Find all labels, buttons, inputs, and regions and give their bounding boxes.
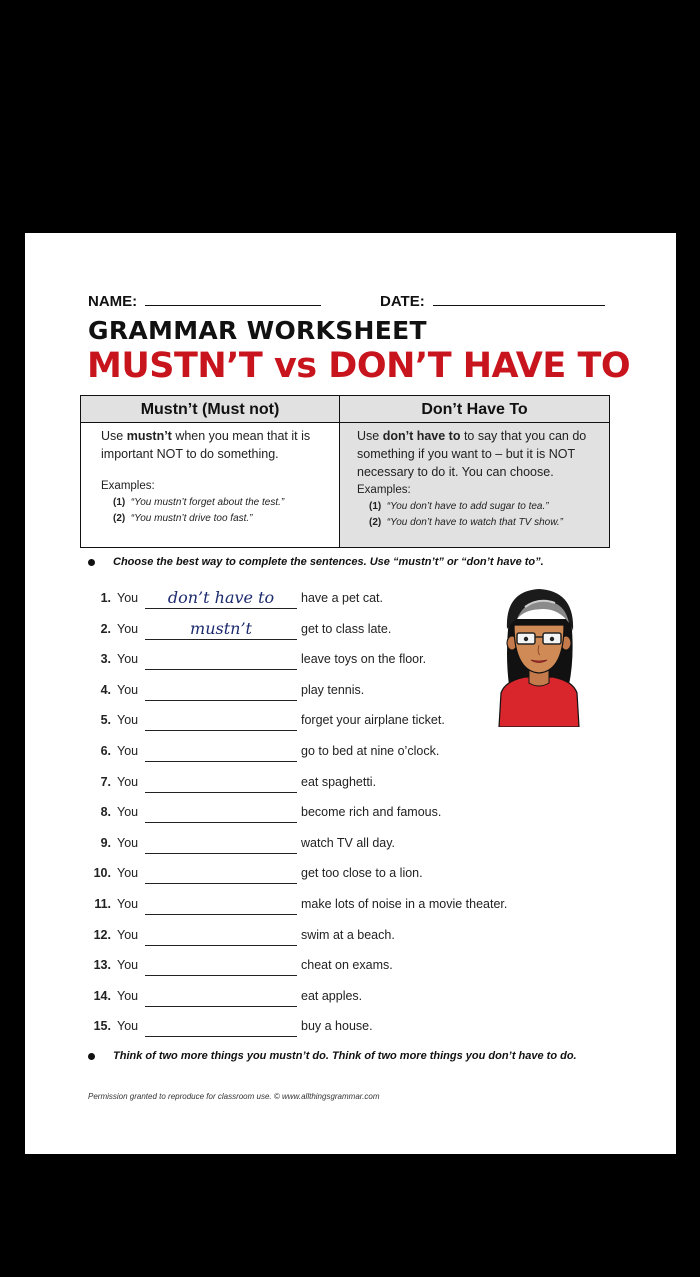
dht-text-after: to say that you can do something if you want to – but it is NOT necessary to do it. You can choose. bbox=[357, 429, 587, 479]
sentence-you: You bbox=[117, 713, 139, 728]
name-blank[interactable] bbox=[145, 291, 321, 306]
answer-blank[interactable] bbox=[145, 836, 297, 854]
bullet-icon bbox=[88, 1053, 95, 1060]
sentence-you: You bbox=[117, 621, 139, 636]
mustnt-example-1: (1) “You mustn’t forget about the test.” bbox=[113, 497, 285, 508]
worksheet-page bbox=[25, 233, 676, 1154]
mustnt-example-2: (2) “You mustn’t drive too fast.” bbox=[113, 513, 253, 524]
sentence-rest: get too close to a lion. bbox=[301, 866, 423, 881]
bullet-icon bbox=[88, 559, 95, 566]
sentence-number: 3. bbox=[100, 652, 111, 667]
sentence-rest: leave toys on the floor. bbox=[301, 652, 427, 667]
sentence-number: 9. bbox=[100, 835, 111, 850]
sentence-number: 1. bbox=[100, 591, 111, 605]
answer-blank[interactable] bbox=[145, 713, 297, 731]
answer-blank[interactable] bbox=[145, 744, 297, 762]
sentence-you: You bbox=[117, 652, 139, 667]
sentence-you: You bbox=[117, 988, 139, 1003]
sentence-number: 4. bbox=[100, 682, 111, 697]
sentence-rest: get to class late. bbox=[301, 621, 392, 636]
date-row bbox=[380, 291, 605, 310]
answer-blank[interactable] bbox=[145, 1019, 297, 1037]
answer-blank[interactable] bbox=[145, 897, 297, 915]
answer-blank[interactable] bbox=[145, 866, 297, 884]
dht-example-1: (1) “You don’t have to add sugar to tea.” bbox=[369, 501, 549, 512]
answer-blank[interactable]: don’t have to bbox=[145, 591, 297, 609]
dont-have-to-heading: Don’t Have To bbox=[340, 396, 609, 423]
sentence-rest: forget your airplane ticket. bbox=[301, 713, 445, 728]
sentence-rest: have a pet cat. bbox=[301, 591, 384, 605]
worksheet-subtitle: MUSTN’T vs DON’T HAVE TO bbox=[87, 346, 631, 386]
rules-table bbox=[80, 395, 610, 548]
sentence-number: 7. bbox=[100, 774, 111, 789]
answer-blank[interactable] bbox=[145, 683, 297, 701]
date-blank[interactable] bbox=[433, 291, 605, 306]
mustnt-keyword: mustn’t bbox=[126, 429, 172, 443]
sentence-you: You bbox=[117, 744, 139, 758]
dht-examples-label: Examples: bbox=[357, 484, 411, 496]
sentence-you: You bbox=[117, 927, 139, 942]
sentence-number: 6. bbox=[100, 744, 111, 758]
sentence-you: You bbox=[117, 897, 139, 911]
answer-blank[interactable] bbox=[145, 958, 297, 976]
sentence-rest: eat apples. bbox=[301, 988, 363, 1003]
mustnt-text-after: when you mean that it is important NOT to do something. bbox=[101, 429, 311, 461]
mustnt-explanation bbox=[81, 423, 339, 527]
mustnt-examples-label: Examples: bbox=[101, 480, 155, 492]
mustnt-text-before: Use bbox=[101, 429, 127, 443]
footer-permission: Permission granted to reproduce for classroom use. © www.allthingsgrammar.com bbox=[88, 1092, 380, 1101]
sentence-number: 11. bbox=[94, 897, 111, 911]
sentence-you: You bbox=[117, 835, 139, 850]
sentence-you: You bbox=[117, 682, 139, 697]
answer-blank[interactable]: mustn’t bbox=[145, 622, 297, 640]
sentence-number: 15. bbox=[93, 1019, 111, 1034]
sentence-you: You bbox=[117, 591, 139, 605]
sentence-rest: play tennis. bbox=[301, 682, 365, 697]
sentence-number: 13. bbox=[93, 958, 111, 973]
answer-blank[interactable] bbox=[145, 928, 297, 946]
sentence-rest: swim at a beach. bbox=[301, 927, 395, 942]
sentence-rest: buy a house. bbox=[301, 1019, 373, 1034]
sentence-rest: go to bed at nine o’clock. bbox=[301, 744, 440, 758]
mustnt-heading: Mustn’t (Must not) bbox=[81, 396, 339, 423]
answer-blank[interactable] bbox=[145, 652, 297, 670]
answer-blank[interactable] bbox=[145, 989, 297, 1007]
final-instruction-text: Think of two more things you mustn’t do. Think of two more things you don’t have to do. bbox=[113, 1050, 577, 1062]
name-row bbox=[88, 291, 321, 310]
name-label: NAME: bbox=[88, 293, 138, 310]
sentence-number: 14. bbox=[93, 988, 111, 1003]
dht-keyword: don’t have to bbox=[382, 429, 461, 443]
mustnt-column bbox=[81, 396, 340, 547]
sentence-you: You bbox=[117, 805, 139, 820]
dht-text-before: Use bbox=[357, 429, 383, 443]
teacher-avatar-icon bbox=[495, 585, 583, 727]
sentence-number: 2. bbox=[100, 621, 111, 636]
sentence-rest: become rich and famous. bbox=[301, 805, 442, 820]
dont-have-to-column bbox=[340, 396, 609, 547]
dont-have-to-explanation bbox=[340, 423, 609, 531]
instruction-text: Choose the best way to complete the sentences. Use “mustn’t” or “don’t have to”. bbox=[113, 556, 544, 568]
sentence-rest: eat spaghetti. bbox=[301, 774, 377, 789]
dht-example-2: (2) “You don’t have to watch that TV show.” bbox=[369, 517, 564, 528]
sentence-rest: make lots of noise in a movie theater. bbox=[301, 897, 508, 911]
sentence-you: You bbox=[117, 774, 139, 789]
sentence-you: You bbox=[117, 1019, 139, 1034]
sentence-number: 12. bbox=[93, 927, 111, 942]
sentence-number: 10. bbox=[93, 866, 111, 881]
sentence-number: 5. bbox=[100, 713, 111, 728]
sentence-number: 8. bbox=[100, 805, 111, 820]
sentence-you: You bbox=[117, 958, 139, 973]
answer-blank[interactable] bbox=[145, 805, 297, 823]
date-label: DATE: bbox=[380, 293, 425, 310]
sentence-you: You bbox=[117, 866, 139, 881]
answer-blank[interactable] bbox=[145, 775, 297, 793]
worksheet-title: GRAMMAR WORKSHEET bbox=[88, 316, 427, 345]
sentence-rest: cheat on exams. bbox=[301, 958, 393, 973]
sentence-rest: watch TV all day. bbox=[301, 835, 396, 850]
